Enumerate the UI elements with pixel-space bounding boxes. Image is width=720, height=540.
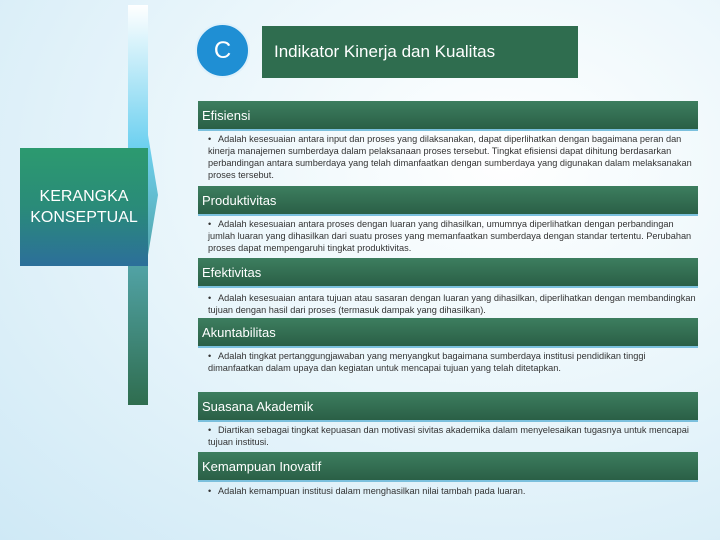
section-text: Adalah kesesuaian antara proses dengan luaran yang dihasilkan, umumnya diperlihatkan dengan perbandingan jumlah luaran yang dihasilkan dari suatu proses yang memanfaatkan sumberdaya dengan standar tertentu. Perubahan proses dapat mempengaruhi tingkat produktivitas. <box>208 219 692 253</box>
section-desc-kemampuan-inovatif <box>208 485 698 497</box>
concept-panel <box>20 148 148 266</box>
section-text: Adalah tingkat pertanggungjawaban yang menyangkut bagaimana sumberdaya institusi pendidikan tinggi dimanfaatkan dalam upaya dan kegiatan untuk mencapai tujuan yang telah ditetapkan. <box>208 351 646 373</box>
bullet-icon: • <box>208 425 212 435</box>
section-desc-efektivitas <box>208 292 698 316</box>
concept-line-1: KERANGKA <box>39 188 129 205</box>
section-desc-efisiensi <box>208 133 698 181</box>
page-title: Indikator Kinerja dan Kualitas <box>262 26 578 78</box>
bullet-icon: • <box>208 219 212 229</box>
section-title-efektivitas: Efektivitas <box>198 258 698 288</box>
bullet-icon: • <box>208 486 212 496</box>
bullet-icon: • <box>208 351 212 361</box>
section-title-suasana-akademik: Suasana Akademik <box>198 392 698 422</box>
bullet-icon: • <box>208 293 212 303</box>
section-title-akuntabilitas: Akuntabilitas <box>198 318 698 348</box>
section-title-produktivitas: Produktivitas <box>198 186 698 216</box>
section-desc-produktivitas <box>208 218 698 254</box>
concept-line-2: KONSEPTUAL <box>30 209 138 226</box>
section-text: Diartikan sebagai tingkat kepuasan dan motivasi sivitas akademika dalam menyelesaikan tugasnya untuk mencapai tujuan institusi. <box>208 425 689 447</box>
section-desc-akuntabilitas <box>208 350 698 374</box>
section-title-kemampuan-inovatif: Kemampuan Inovatif <box>198 452 698 482</box>
section-letter-badge: C <box>195 23 250 78</box>
section-text: Adalah kemampuan institusi dalam menghasilkan nilai tambah pada luaran. <box>218 486 526 496</box>
section-title-efisiensi: Efisiensi <box>198 101 698 131</box>
bullet-icon: • <box>208 134 212 144</box>
section-text: Adalah kesesuaian antara input dan proses yang dilaksanakan, dapat diperlihatkan dengan bagaimana peran dan kinerja manajemen sumberdaya dalam pelaksanaan proses tersebut. Tingkat efisiensi dapat dihitung berdasarkan perbandingan antara sumberdaya yang telah dimanfaatkan dengan sumberdaya yang digunakan dalam melaksanakan proses tersebut. <box>208 134 692 180</box>
section-desc-suasana-akademik <box>208 424 698 448</box>
section-text: Adalah kesesuaian antara tujuan atau sasaran dengan luaran yang dihasilkan, diperlihatkan dengan membandingkan tujuan dengan hasil dari proses (termasuk dampak yang dihasilkan). <box>208 293 696 315</box>
